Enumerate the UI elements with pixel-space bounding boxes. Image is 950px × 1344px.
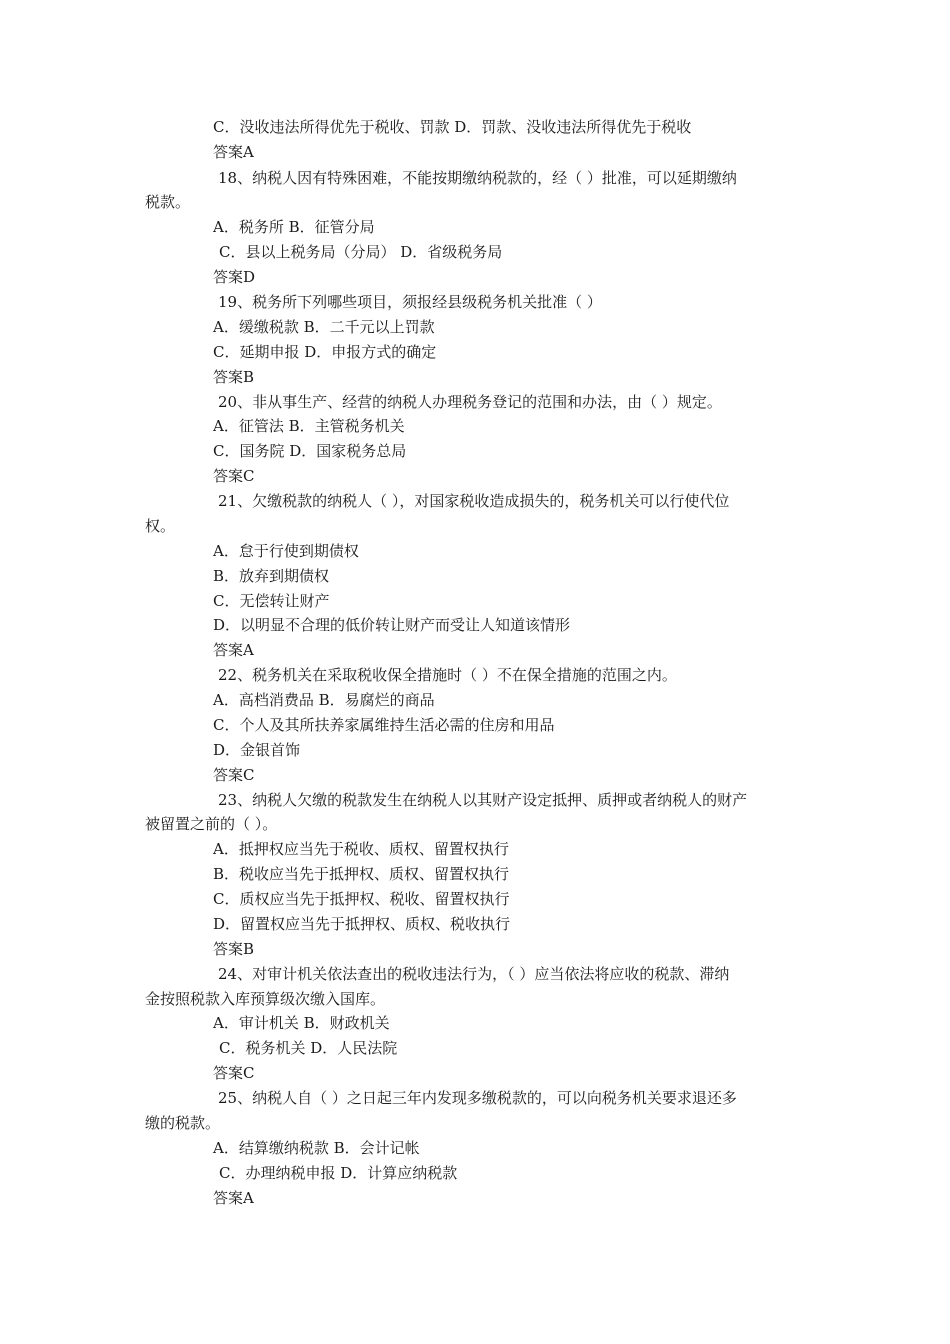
- question-line: 19、税务所下列哪些项目，须报经县级税务机关批准（ ）: [218, 293, 602, 311]
- option-line: C．无偿转让财产: [213, 592, 330, 610]
- option-line: C．税务机关 D．人民法院: [219, 1039, 398, 1057]
- question-wrap: 税款。: [145, 193, 191, 211]
- option-line: A．缓缴税款 B．二千元以上罚款: [213, 318, 435, 336]
- question-wrap: 缴的税款。: [145, 1114, 221, 1132]
- answer-line: 答案C: [213, 1064, 255, 1082]
- option-line: D．以明显不合理的低价转让财产而受让人知道该情形: [213, 616, 571, 634]
- option-line: A．抵押权应当先于税收、质权、留置权执行: [213, 840, 509, 858]
- question-wrap: 权。: [145, 517, 176, 535]
- option-line: C．国务院 D．国家税务总局: [213, 442, 407, 460]
- option-line: C．没收违法所得优先于税收、罚款 D．罚款、没收违法所得优先于税收: [213, 118, 692, 136]
- option-line: D．金银首饰: [213, 741, 301, 759]
- option-line: D．留置权应当先于抵押权、质权、税收执行: [213, 915, 511, 933]
- option-line: A．高档消费品 B．易腐烂的商品: [213, 691, 435, 709]
- option-line: A．审计机关 B．财政机关: [213, 1014, 390, 1032]
- option-line: A．怠于行使到期债权: [213, 542, 359, 560]
- answer-line: 答案A: [213, 1189, 254, 1207]
- question-line: 20、非从事生产、经营的纳税人办理税务登记的范围和办法，由（ ）规定。: [218, 393, 722, 411]
- option-line: C．质权应当先于抵押权、税收、留置权执行: [213, 890, 510, 908]
- answer-line: 答案B: [213, 368, 255, 386]
- question-line: 18、纳税人因有特殊困难，不能按期缴纳税款的，经（ ）批准，可以延期缴纳: [218, 169, 737, 187]
- option-line: C．延期申报 D．申报方式的确定: [213, 343, 437, 361]
- option-line: A．结算缴纳税款 B．会计记帐: [213, 1139, 420, 1157]
- answer-line: 答案B: [213, 940, 255, 958]
- answer-line: 答案A: [213, 143, 254, 161]
- question-line: 24、对审计机关依法查出的税收违法行为，（ ）应当依法将应收的税款、滞纳: [218, 965, 730, 983]
- option-line: B．税收应当先于抵押权、质权、留置权执行: [213, 865, 510, 883]
- question-line: 22、税务机关在采取税收保全措施时（ ）不在保全措施的范围之内。: [218, 666, 677, 684]
- answer-line: 答案C: [213, 766, 255, 784]
- question-wrap: 金按照税款入库预算级次缴入国库。: [145, 990, 386, 1008]
- question-line: 25、纳税人自（ ）之日起三年内发现多缴税款的，可以向税务机关要求退还多: [218, 1089, 737, 1107]
- answer-line: 答案A: [213, 641, 254, 659]
- question-line: 23、纳税人欠缴的税款发生在纳税人以其财产设定抵押、质押或者纳税人的财产: [218, 791, 748, 809]
- question-line: 21、欠缴税款的纳税人（ ），对国家税收造成损失的，税务机关可以行使代位: [218, 492, 730, 510]
- answer-line: 答案D: [213, 268, 256, 286]
- question-wrap: 被留置之前的（ ）。: [145, 815, 278, 833]
- option-line: B．放弃到期债权: [213, 567, 330, 585]
- option-line: A．征管法 B．主管税务机关: [213, 417, 405, 435]
- answer-line: 答案C: [213, 467, 255, 485]
- option-line: C．个人及其所扶养家属维持生活必需的住房和用品: [213, 716, 555, 734]
- option-line: A．税务所 B．征管分局: [213, 218, 375, 236]
- option-line: C．县以上税务局（分局） D．省级税务局: [219, 243, 503, 261]
- option-line: C．办理纳税申报 D．计算应纳税款: [219, 1164, 458, 1182]
